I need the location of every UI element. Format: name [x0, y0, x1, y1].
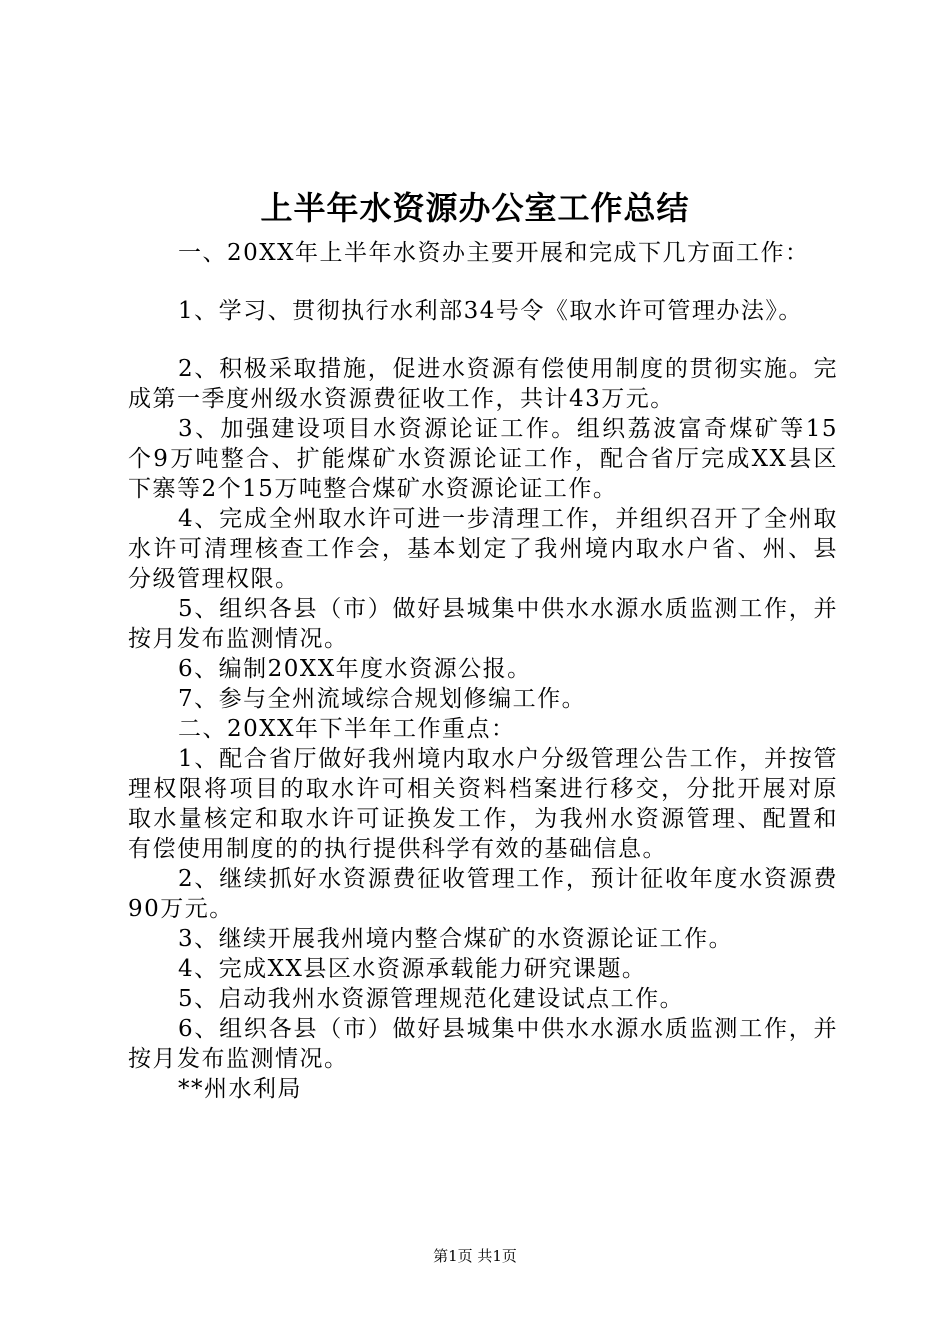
paragraph-item: 2、积极采取措施，促进水资源有偿使用制度的贯彻实施。完成第一季度州级水资源费征收工作，共计43万元。: [128, 356, 838, 412]
paragraph-item: 2、继续抓好水资源费征收管理工作，预计征收年度水资源费90万元。: [128, 866, 838, 922]
document-body: [128, 238, 838, 1104]
paragraph-item: 6、组织各县（市）做好县城集中供水水源水质监测工作，并按月发布监测情况。: [128, 1016, 838, 1072]
document-title: 上半年水资源办公室工作总结: [260, 189, 690, 227]
paragraph-item: 3、继续开展我州境内整合煤矿的水资源论证工作。: [178, 926, 734, 952]
paragraph-item: 4、完成全州取水许可进一步清理工作，并组织召开了全州取水许可清理核查工作会，基本划定了我州境内取水户省、州、县分级管理权限。: [128, 506, 838, 592]
paragraph-item: 5、组织各县（市）做好县城集中供水水源水质监测工作，并按月发布监测情况。: [128, 596, 838, 652]
page-footer: 第1页 共1页: [433, 1247, 517, 1265]
paragraph-item: 3、加强建设项目水资源论证工作。组织荔波富奇煤矿等15个9万吨整合、扩能煤矿水资源论证工作，配合省厅完成XX县区下寨等2个15万吨整合煤矿水资源论证工作。: [128, 416, 838, 502]
section-heading-2: 二、20XX年下半年工作重点：: [178, 716, 516, 742]
paragraph-item: 1、配合省厅做好我州境内取水户分级管理公告工作，并按管理权限将项目的取水许可相关资料档案进行移交，分批开展对原取水量核定和取水许可证换发工作，为我州水资源管理、配置和有偿使用制度的的执行提供科学有效的基础信息。: [128, 746, 838, 862]
paragraph-item: 5、启动我州水资源管理规范化建设试点工作。: [178, 986, 685, 1012]
paragraph-item: 6、编制20XX年度水资源公报。: [178, 656, 532, 682]
paragraph-item: 1、学习、贯彻执行水利部34号令《取水许可管理办法》。: [178, 298, 803, 324]
paragraph-item: 4、完成XX县区水资源承载能力研究课题。: [178, 956, 647, 982]
paragraph-item: 7、参与全州流域综合规划修编工作。: [178, 686, 587, 712]
section-heading-1: 一、20XX年上半年水资办主要开展和完成下几方面工作：: [178, 240, 810, 266]
signature-line: **州水利局: [178, 1076, 302, 1102]
